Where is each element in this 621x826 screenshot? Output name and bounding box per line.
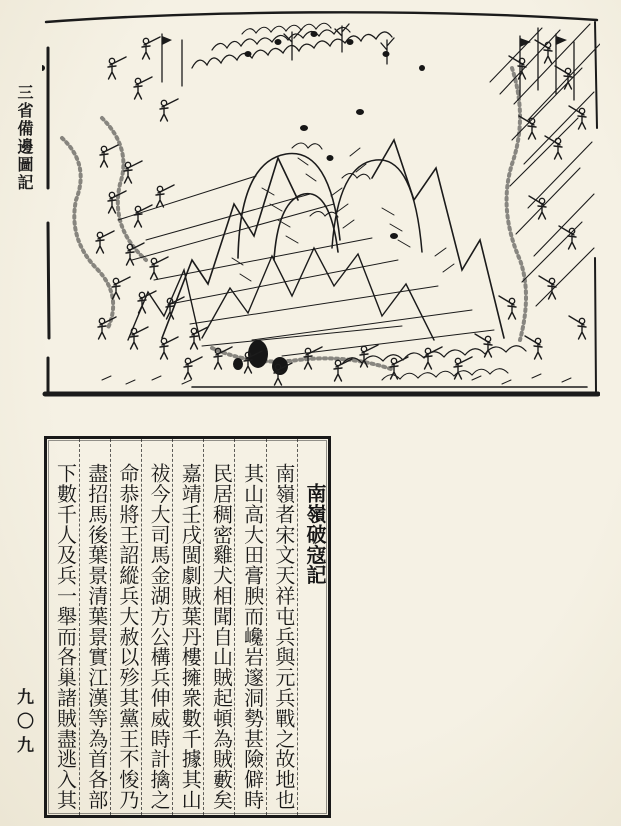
text-column-3: 民居稠密雞犬相聞自山賊起頓為賊藪矣 xyxy=(203,439,234,815)
text-column-2: 其山高大田膏腴而巉岩邃洞勢甚險僻時 xyxy=(234,439,265,815)
battle-illustration xyxy=(42,8,600,400)
text-block-frame xyxy=(44,436,331,818)
text-title-column: 南嶺破寇記 xyxy=(297,439,328,815)
battle-scene-woodcut-icon xyxy=(42,8,600,400)
text-column-1: 南嶺者宋文天祥屯兵與元兵戰之故地也 xyxy=(266,439,297,815)
text-column-6: 命恭將王詔縱兵大赦以殄其黨王不悛乃 xyxy=(110,439,141,815)
text-columns xyxy=(47,439,328,815)
soldier-figures xyxy=(96,37,586,385)
text-column-8: 下數千人及兵一舉而各巢諸賊盡逃入其 xyxy=(53,463,76,810)
text-column-4: 嘉靖壬戌閩劇賊葉丹樓擁衆數千據其山 xyxy=(172,439,203,815)
page-number: 九〇九 xyxy=(14,688,33,760)
text-column-7: 盡招馬後葉景清葉景實江漢等為首各部 xyxy=(79,439,110,815)
text-column-5: 祓今大司馬金湖方公構兵伸威時計擒之 xyxy=(141,439,172,815)
margin-title: 三省備邊圖記 xyxy=(15,84,32,192)
